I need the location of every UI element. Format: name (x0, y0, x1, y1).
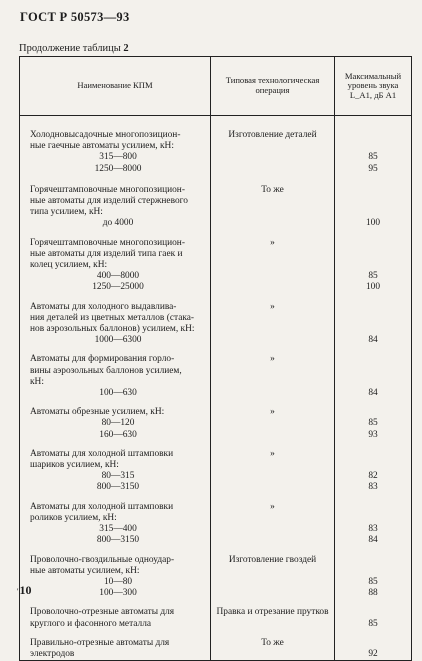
machine-name-cell (20, 346, 211, 399)
machine-name-line: электродов (30, 648, 75, 659)
force-range: 315—400 (99, 524, 137, 535)
sound-level-cell (335, 494, 412, 547)
column-header-operation: Типовая технологическая операция (211, 57, 335, 116)
force-range: 315—800 (99, 152, 137, 163)
sound-level-value: 82 (368, 471, 378, 482)
sound-level-value: 85 (368, 418, 378, 429)
table-row (20, 599, 412, 629)
sound-level-cell (335, 116, 412, 175)
machine-name-line: Холодновысадочные многопозицион- (30, 130, 181, 140)
operation-cell (211, 494, 335, 547)
sound-level-cell (335, 547, 412, 600)
force-range: 400—8000 (96, 271, 140, 282)
table-row (20, 630, 412, 661)
operation-text: Правка и отрезание прутков (216, 607, 329, 618)
table-row (20, 494, 412, 547)
machine-name-line: ные автоматы усилием, кН: (30, 565, 140, 576)
sound-level-value: 84 (368, 535, 378, 546)
operation-cell (211, 547, 335, 600)
force-range: 160—630 (99, 429, 137, 440)
force-range: 100—630 (99, 388, 137, 399)
operation-cell (211, 175, 335, 230)
machine-name-line: ные автоматы для изделий типа гаек и (30, 248, 183, 259)
machine-name-cell (20, 116, 211, 175)
force-range: до 4000 (102, 218, 134, 229)
machine-name-line: ния деталей из цветных металлов (стака- (30, 312, 195, 323)
machine-name-line: Горячештамповочные многопозицион- (30, 184, 185, 195)
sound-level-value: 95 (368, 163, 378, 174)
operation-cell (211, 630, 335, 661)
operation-cell (211, 346, 335, 399)
operation-text: » (270, 448, 275, 459)
machine-name-line: Автоматы для холодной штамповки (30, 448, 174, 459)
sound-level-value: 100 (365, 218, 381, 229)
machine-name-cell (20, 599, 211, 629)
table-body (20, 116, 412, 661)
machine-name-cell (20, 175, 211, 230)
caption-prefix: Продолжение таблицы (19, 43, 121, 54)
force-range: 80—120 (101, 418, 135, 429)
machine-name-line: ные гаечные автоматы усилием, кН: (30, 141, 174, 152)
force-range: 100—300 (99, 588, 137, 599)
table-row (20, 175, 412, 230)
operation-cell (211, 230, 335, 294)
table-row (20, 294, 412, 347)
sound-level-value: 85 (368, 576, 378, 587)
page-number: '10 (17, 583, 32, 597)
document-header: ГОСТ Р 50573—93 (20, 10, 130, 24)
operation-cell (211, 599, 335, 629)
force-range: 1250—8000 (94, 163, 142, 174)
table-header-row (20, 57, 412, 116)
machine-name-cell (20, 294, 211, 347)
sound-level-cell (335, 294, 412, 347)
sound-level-cell (335, 599, 412, 629)
noise-table (19, 56, 412, 661)
machine-name-line: ные автоматы для изделий стержневого (30, 196, 188, 207)
operation-text: То же (261, 184, 284, 195)
sound-level-value: 84 (368, 388, 378, 399)
machine-name-line: кН: (30, 376, 44, 387)
column-header-name: Наименование КПМ (20, 57, 211, 116)
sound-level-value: 83 (368, 524, 378, 535)
sound-level-cell (335, 175, 412, 230)
operation-text: » (270, 501, 275, 512)
machine-name-line: нов аэрозольных баллонов) усилием, кН: (30, 324, 195, 335)
sound-level-cell (335, 630, 412, 661)
machine-name-line: роликов усилием, кН: (30, 512, 117, 523)
machine-name-line: Проволочно-отрезные автоматы для (30, 607, 175, 618)
sound-level-cell (335, 230, 412, 294)
sound-level-value: 83 (368, 482, 378, 493)
sound-level-cell (335, 399, 412, 441)
force-range: 10—80 (103, 576, 133, 587)
operation-cell (211, 116, 335, 175)
sound-level-value: 84 (368, 335, 378, 346)
table-row (20, 547, 412, 600)
machine-name-line: Горячештамповочные многопозицион- (30, 237, 185, 248)
sound-level-cell (335, 441, 412, 494)
machine-name-line: шариков усилием, кН: (30, 460, 119, 471)
operation-text: То же (261, 637, 284, 648)
force-range: 80—315 (101, 471, 135, 482)
machine-name-line: колец усилием, кН: (30, 260, 108, 271)
sound-level-value: 85 (368, 271, 378, 282)
operation-text: Изготовление гвоздей (228, 554, 317, 565)
operation-cell (211, 441, 335, 494)
operation-text: » (270, 354, 275, 365)
operation-text: » (270, 407, 275, 418)
machine-name-cell (20, 547, 211, 600)
operation-cell (211, 294, 335, 347)
force-range: 1000—6300 (94, 335, 142, 346)
caption-number: 2 (123, 43, 129, 54)
sound-level-value: 100 (365, 282, 381, 293)
column-header-level: Максимальный уровень звука L_A1, дБ A1 (335, 57, 412, 116)
force-range: 800—3150 (96, 535, 140, 546)
sound-level-value: 88 (368, 588, 378, 599)
operation-text: » (270, 237, 275, 248)
machine-name-line: Правильно-отрезные автоматы для (30, 637, 170, 648)
machine-name-cell (20, 630, 211, 661)
machine-name-line: Автоматы для холодного выдавлива- (30, 301, 177, 312)
operation-cell (211, 399, 335, 441)
machine-name-cell (20, 399, 211, 441)
operation-text: Изготовление деталей (228, 130, 317, 140)
machine-name-line: Автоматы для формирования горло- (30, 354, 175, 365)
machine-name-line: типа усилием, кН: (30, 207, 103, 218)
table-row (20, 116, 412, 175)
table-caption (19, 43, 129, 54)
machine-name-line: круглого и фасонного металла (30, 618, 152, 629)
force-range: 800—3150 (96, 482, 140, 493)
machine-name-line: Автоматы для холодной штамповки (30, 501, 174, 512)
machine-name-line: Автоматы обрезные усилием, кН: (30, 407, 165, 418)
table-row (20, 230, 412, 294)
machine-name-cell (20, 494, 211, 547)
sound-level-value: 85 (368, 618, 378, 629)
machine-name-cell (20, 230, 211, 294)
operation-text: » (270, 301, 275, 312)
force-range: 1250—25000 (92, 282, 144, 293)
machine-name-cell (20, 441, 211, 494)
sound-level-cell (335, 346, 412, 399)
sound-level-value: 85 (368, 152, 378, 163)
table-row (20, 346, 412, 399)
machine-name-line: вины аэрозольных баллонов усилием, (30, 365, 182, 376)
table-row (20, 441, 412, 494)
sound-level-value: 93 (368, 429, 378, 440)
sound-level-value: 92 (368, 648, 378, 659)
table-row (20, 399, 412, 441)
machine-name-line: Проволочно-гвоздильные одноудар- (30, 554, 175, 565)
